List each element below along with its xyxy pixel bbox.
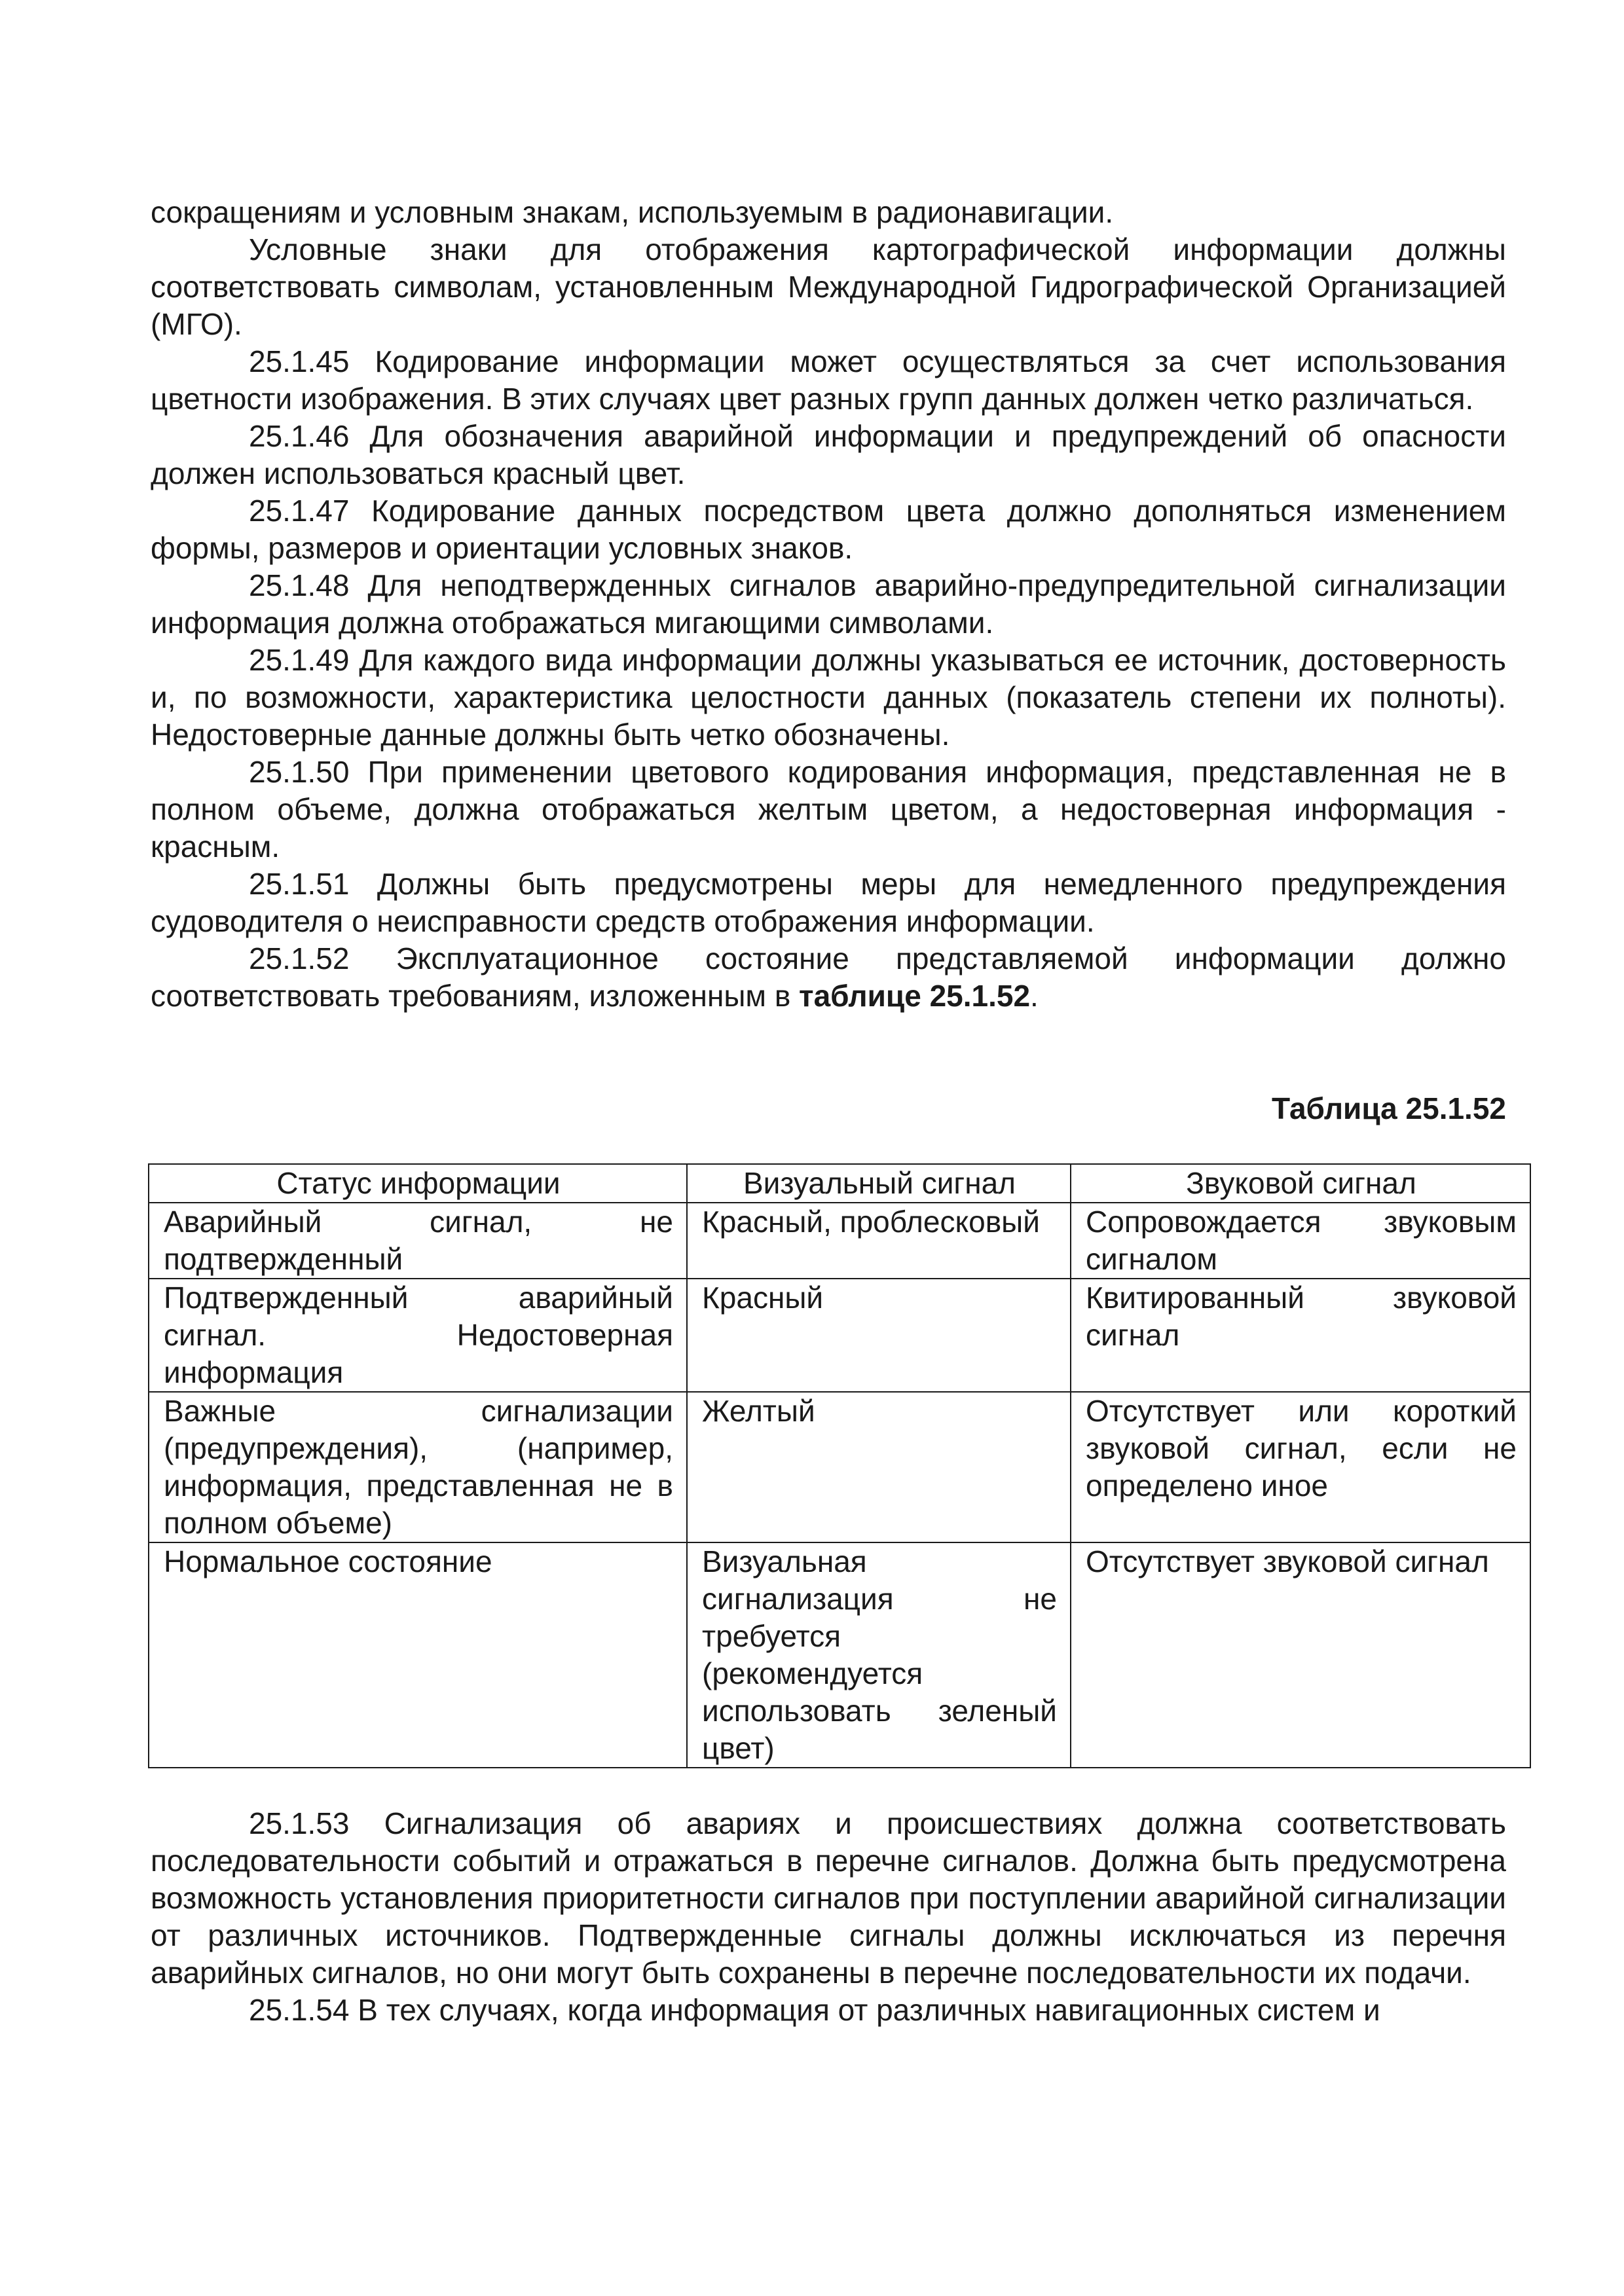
table-cell: Красный, проблесковый (687, 1203, 1071, 1279)
table-row (149, 1392, 1530, 1542)
paragraph-25-1-46: 25.1.46 Для обозначения аварийной информации и предупреждений об опасности должен использоваться красный цвет. (151, 419, 1506, 490)
table-reference: таблице 25.1.52 (799, 979, 1031, 1013)
paragraph-25-1-54: 25.1.54 В тех случаях, когда информация от различных навигационных систем и (249, 1993, 1380, 2027)
paragraph-25-1-48: 25.1.48 Для неподтвержденных сигналов аварийно-предупредительной сигнализации информация должна отображаться мигающими символами. (151, 568, 1506, 640)
paragraph-25-1-45: 25.1.45 Кодирование информации может осуществляться за счет использования цветности изображения. В этих случаях цвет разных групп данных должен четко различаться. (151, 344, 1506, 416)
table-row (149, 1542, 1530, 1768)
paragraph: Условные знаки для отображения картографической информации должны соответствовать символам, установленным Международной Гидрографической Организацией (МГО). (151, 232, 1506, 341)
paragraph-25-1-52 (151, 940, 1506, 1015)
status-table (148, 1163, 1531, 1768)
paragraph-25-1-53: 25.1.53 Сигнализация об авариях и происшествиях должна соответствовать последовательности событий и отражаться в перечне сигналов. Должна быть предусмотрена возможность установления приоритетности сигналов при поступлении аварийной сигнализации от различных источников. Подтвержденные сигналы должны исключаться из перечня аварийных сигналов, но они могут быть сохранены в перечне последовательности их подачи. (151, 1806, 1506, 1990)
paragraph-text: 25.1.52 Эксплуатационное состояние представляемой информации должно соответствовать требованиям, изложенным в (151, 941, 1506, 1013)
table-row (149, 1203, 1530, 1279)
table-cell: Визуальная сигнализация не требуется (рекомендуется использовать зеленый цвет) (687, 1542, 1071, 1768)
table-cell: Квитированный звуковой сигнал (1071, 1279, 1530, 1392)
table-cell: Подтвержденный аварийный сигнал. Недостоверная информация (149, 1279, 687, 1392)
paragraph-25-1-50: 25.1.50 При применении цветового кодирования информация, представленная не в полном объеме, должна отображаться желтым цветом, а недостоверная информация - красным. (151, 755, 1506, 864)
table-cell: Сопровождается звуковым сигналом (1071, 1203, 1530, 1279)
table-cell: Отсутствует или короткий звуковой сигнал, если не определено иное (1071, 1392, 1530, 1542)
table-row (149, 1279, 1530, 1392)
table-cell: Нормальное состояние (149, 1542, 687, 1768)
column-header-visual: Визуальный сигнал (687, 1164, 1071, 1203)
table-header-row (149, 1164, 1530, 1203)
table-cell: Отсутствует звуковой сигнал (1071, 1542, 1530, 1768)
paragraph: сокращениям и условным знакам, используемым в радионавигации. (151, 195, 1114, 229)
paragraph-25-1-49: 25.1.49 Для каждого вида информации должны указываться ее источник, достоверность и, по возможности, характеристика целостности данных (показатель степени их полноты). Недостоверные данные должны быть четко обозначены. (151, 643, 1506, 752)
paragraph-25-1-47: 25.1.47 Кодирование данных посредством цвета должно дополняться изменением формы, размеров и ориентации условных знаков. (151, 494, 1506, 565)
paragraph-suffix: . (1030, 979, 1039, 1013)
column-header-status: Статус информации (149, 1164, 687, 1203)
table-cell: Аварийный сигнал, не подтвержденный (149, 1203, 687, 1279)
paragraph-25-1-51: 25.1.51 Должны быть предусмотрены меры для немедленного предупреждения судоводителя о неисправности средств отображения информации. (151, 867, 1506, 938)
text-block-top (151, 194, 1506, 1015)
table-cell: Желтый (687, 1392, 1071, 1542)
text-block-bottom (151, 1805, 1506, 2029)
table-caption: Таблица 25.1.52 (1272, 1091, 1506, 1125)
column-header-audio: Звуковой сигнал (1071, 1164, 1530, 1203)
table-cell: Красный (687, 1279, 1071, 1392)
table-cell: Важные сигнализации (предупреждения), (например, информация, представленная не в полном объеме) (149, 1392, 687, 1542)
